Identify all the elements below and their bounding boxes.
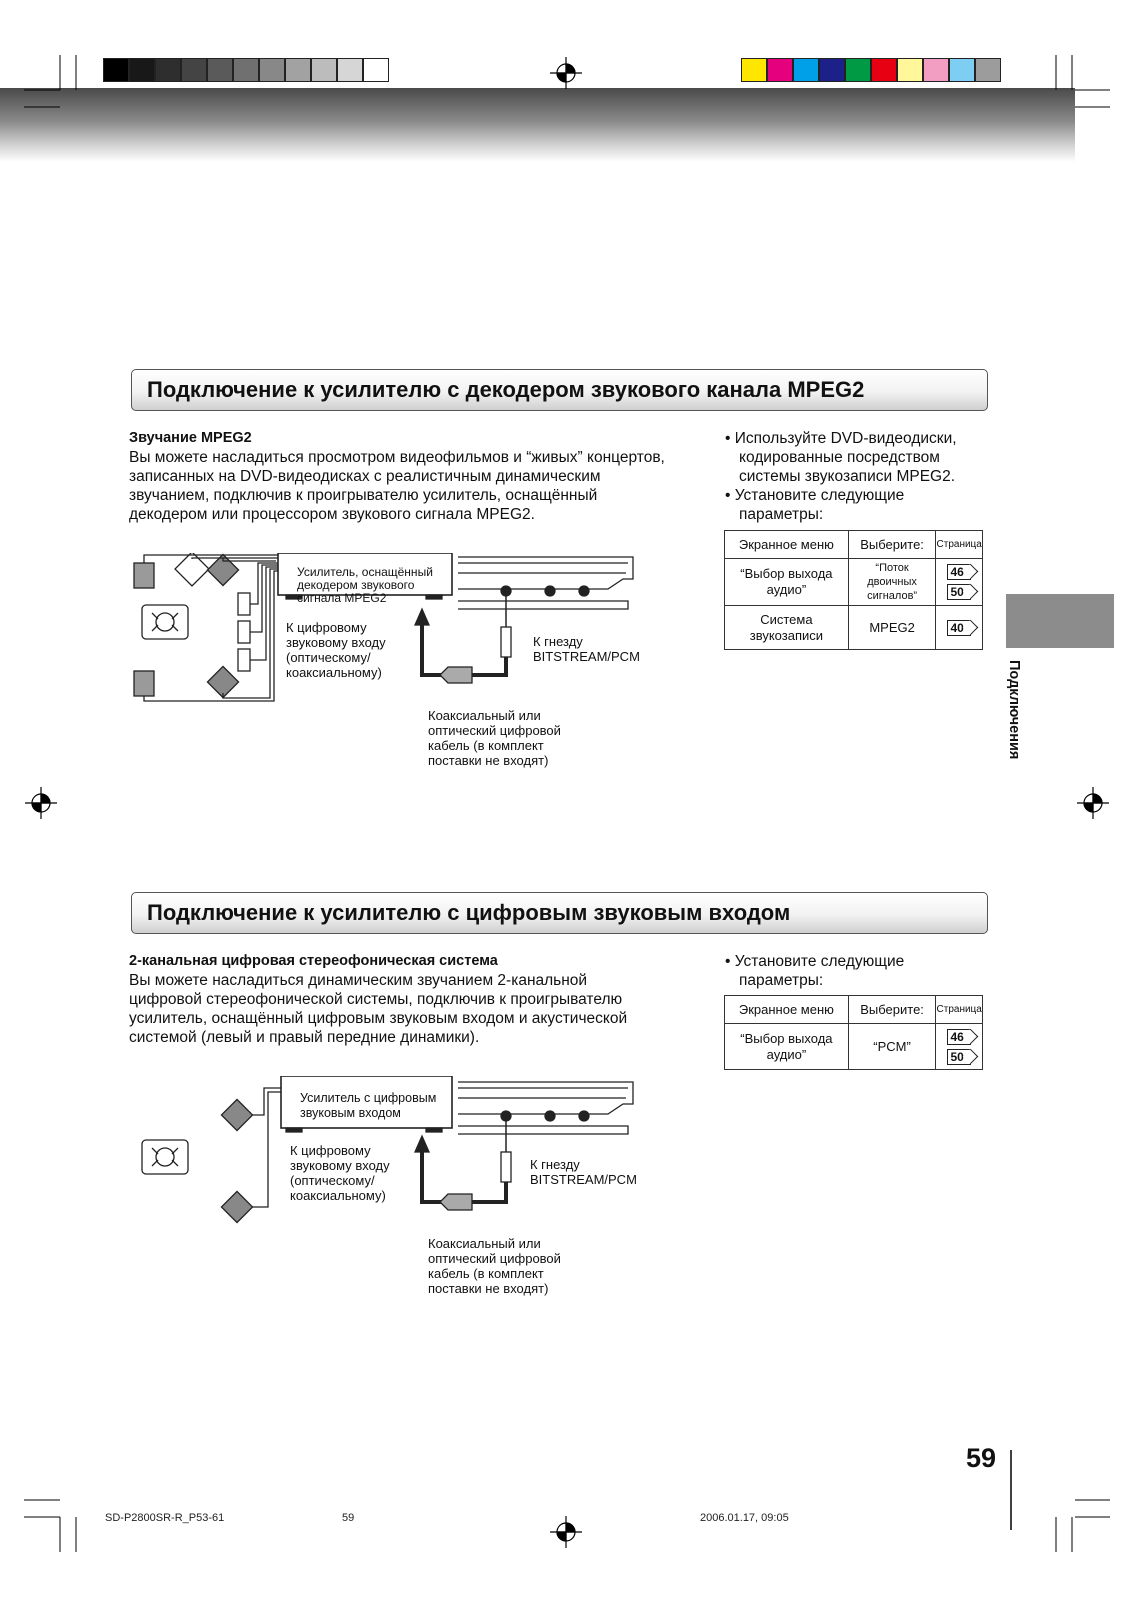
page-ref-icon[interactable]: 50: [947, 584, 971, 600]
registration-mark-top: [550, 57, 582, 89]
speaker-icon: [221, 1099, 252, 1130]
table-header: Экранное меню: [725, 531, 849, 559]
footer-file: SD-P2800SR-R_P53-61: [105, 1512, 225, 1524]
table-cell-menu: “Выбор выхода аудио”: [725, 559, 849, 606]
table-header: Выберите:: [848, 531, 936, 559]
bullet-item: • Установите следующие параметры:: [725, 487, 905, 523]
plug-icon: [501, 627, 511, 657]
page-ref-icon[interactable]: 40: [947, 620, 971, 636]
dvd-player-icon: [458, 1082, 633, 1134]
body-line: Вы можете насладиться динамическим звучанием 2-канальной: [129, 972, 588, 989]
speaker-icon: [207, 666, 238, 697]
listener-icon: [142, 605, 188, 639]
table-cell-menu: “Выбор выхода аудио”: [725, 1024, 849, 1070]
table-cell-select: “Поток двоичных сигналов”: [848, 559, 936, 606]
plug-icon: [501, 1152, 511, 1182]
section1-body: [129, 448, 719, 524]
page-ref-icon[interactable]: 46: [947, 564, 971, 580]
speaker-icon: [134, 671, 154, 696]
registration-mark-right: [1077, 787, 1109, 819]
speaker-icon: [221, 1191, 252, 1222]
footer-datetime: 2006.01.17, 09:05: [700, 1512, 789, 1524]
to-jack-label: К гнезду BITSTREAM/PCM: [530, 1157, 637, 1187]
bullet-item: • Используйте DVD-видеодиски, кодированные посредством системы звукозаписи MPEG2.: [725, 430, 957, 485]
registration-mark-bottom: [550, 1516, 582, 1548]
table-cell-pages: [936, 559, 983, 606]
section2-title: Подключение к усилителю с цифровым звуковым входом: [147, 900, 791, 925]
body-line: звучанием, подключив к проигрывателю усилитель, оснащённый: [129, 487, 598, 504]
section1-settings-table: [724, 530, 983, 650]
section1-heading: [131, 369, 988, 411]
to-digital-input-label: К цифровому звуковому входу (оптическому/ коаксиальному): [286, 620, 386, 680]
section2-subtitle: 2-канальная цифровая стереофоническая система: [129, 953, 498, 969]
listener-icon: [142, 1140, 188, 1174]
table-cell-menu: Система звукозаписи: [725, 606, 849, 650]
table-header: Страница: [936, 996, 983, 1024]
page-number: 59: [966, 1443, 997, 1473]
body-line: записанных на DVD-видеодисках с реалистичным динамическим: [129, 468, 601, 485]
amplifier-label: Усилитель с цифровым звуковым входом: [300, 1091, 437, 1120]
body-line: системой (левый и правый передние динамики).: [129, 1029, 480, 1046]
table-header: Страница: [936, 531, 983, 559]
side-tab-label: Подключения: [1006, 660, 1022, 760]
bullet-item: • Установите следующие параметры:: [725, 953, 905, 989]
section2-settings-table: [724, 995, 983, 1070]
section2-body: [129, 971, 719, 1047]
dvd-player-icon: [458, 557, 633, 609]
section1-title: Подключение к усилителю с декодером звукового канала MPEG2: [147, 377, 865, 402]
table-header: Выберите:: [848, 996, 936, 1024]
table-cell-pages: [936, 1024, 983, 1070]
table-cell-select: MPEG2: [848, 606, 936, 650]
section1-bullets: [725, 429, 987, 524]
footer-page: 59: [342, 1512, 355, 1524]
table-cell-pages: [936, 606, 983, 650]
to-digital-input-label: К цифровому звуковому входу (оптическому/ коаксиальному): [290, 1143, 390, 1203]
body-line: усилитель, оснащённый цифровым звуковым входом и акустической: [129, 1010, 628, 1027]
body-line: Вы можете насладиться просмотром видеофильмов и “живых” концертов,: [129, 449, 665, 466]
section2-bullets: [725, 952, 987, 990]
section1-subtitle: Звучание MPEG2: [129, 430, 252, 446]
to-jack-label: К гнезду BITSTREAM/PCM: [533, 634, 640, 664]
table-cell-select: “PCM”: [848, 1024, 936, 1070]
table-header: Экранное меню: [725, 996, 849, 1024]
speaker-icon: [134, 563, 154, 588]
body-line: декодером или процессором звукового сигнала MPEG2.: [129, 506, 535, 523]
side-tab: [1006, 594, 1114, 648]
amplifier-label: Усилитель, оснащённый декодером звукового сигнала MPEG2: [297, 565, 433, 605]
section2-heading: [131, 892, 988, 934]
body-line: цифровой стереофонической системы, подключив к проигрывателю: [129, 991, 623, 1008]
page-ref-icon[interactable]: 50: [947, 1049, 971, 1065]
cable-label: Коаксиальный или оптический цифровой кабель (в комплект поставки не входят): [428, 1236, 561, 1296]
page-ref-icon[interactable]: 46: [947, 1029, 971, 1045]
cable-label: Коаксиальный или оптический цифровой кабель (в комплект поставки не входят): [428, 708, 561, 768]
registration-mark-left: [25, 787, 57, 819]
